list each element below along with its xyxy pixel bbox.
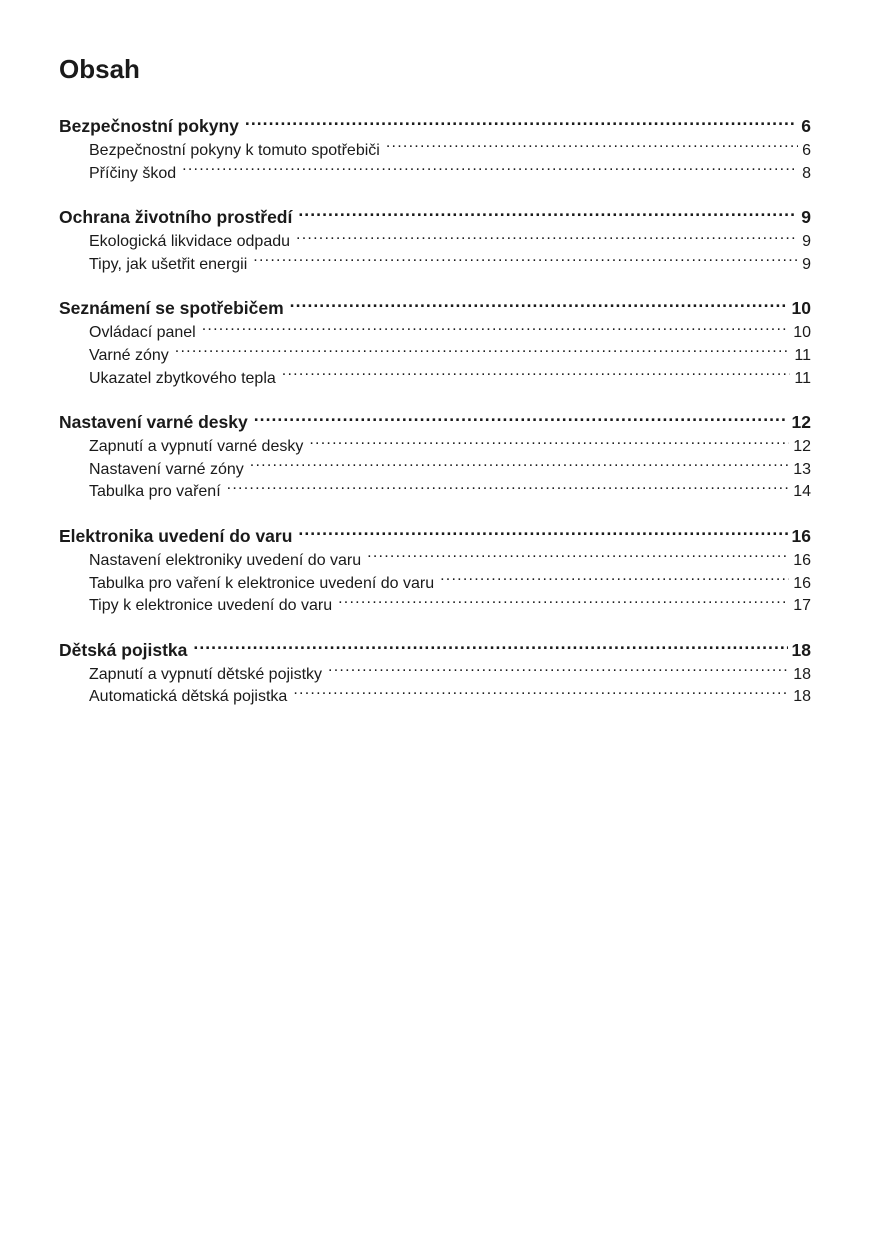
- toc-entry[interactable]: [59, 549, 811, 572]
- toc-entry-page: 17: [793, 597, 811, 615]
- toc-entry[interactable]: [59, 321, 811, 344]
- dot-leader: [440, 572, 789, 588]
- dot-leader: [250, 458, 789, 474]
- toc-heading-label: Seznámení se spotřebičem: [59, 298, 284, 319]
- toc-entry-label: Zapnutí a vypnutí varné desky: [89, 438, 304, 456]
- dot-leader: [193, 638, 787, 656]
- toc-entry[interactable]: [59, 253, 811, 276]
- toc-entry-page: 10: [793, 324, 811, 342]
- toc-entry-page: 8: [802, 164, 811, 182]
- dot-leader: [245, 115, 797, 133]
- toc-section: [59, 638, 811, 708]
- toc-heading-page: 16: [791, 525, 811, 546]
- toc-entry[interactable]: [59, 230, 811, 253]
- toc-entry[interactable]: [59, 344, 811, 367]
- toc-entry[interactable]: [59, 663, 811, 686]
- toc-heading-label: Dětská pojistka: [59, 639, 188, 660]
- toc-heading[interactable]: [59, 524, 811, 549]
- toc-heading-label: Ochrana životního prostředí: [59, 207, 293, 228]
- toc-entry-label: Bezpečnostní pokyny k tomuto spotřebiči: [89, 142, 380, 159]
- toc-entry-page: 11: [794, 369, 811, 387]
- dot-leader: [298, 524, 787, 542]
- toc-entry[interactable]: [59, 594, 811, 617]
- dot-leader: [282, 367, 791, 383]
- toc-entry[interactable]: [59, 162, 811, 185]
- toc-entry-label: Ukazatel zbytkového tepla: [89, 369, 276, 387]
- toc-entry-label: Ekologická likvidace odpadu: [89, 233, 291, 251]
- toc-entry[interactable]: [59, 367, 811, 390]
- toc-entry-page: 9: [802, 255, 811, 273]
- dot-leader: [202, 321, 789, 337]
- dot-leader: [338, 594, 789, 610]
- toc-heading[interactable]: [59, 410, 811, 435]
- toc-heading[interactable]: [59, 205, 811, 230]
- toc-entry-label: Tipy k elektronice uvedení do varu: [89, 597, 333, 615]
- table-of-contents: [59, 114, 811, 729]
- dot-leader: [290, 297, 788, 315]
- toc-heading-page: 10: [791, 298, 811, 319]
- toc-entry-page: 12: [793, 438, 811, 456]
- toc-section: [59, 296, 811, 389]
- toc-entry[interactable]: [59, 685, 811, 708]
- dot-leader: [296, 230, 798, 246]
- dot-leader: [293, 685, 789, 701]
- toc-heading-page: 6: [801, 116, 811, 136]
- toc-entry-label: Zapnutí a vypnutí dětské pojistky: [89, 665, 323, 683]
- dot-leader: [328, 663, 789, 679]
- toc-entry[interactable]: [59, 435, 811, 458]
- toc-entry[interactable]: [59, 480, 811, 503]
- toc-entry-label: Ovládací panel: [89, 324, 196, 342]
- toc-heading-page: 9: [801, 207, 811, 228]
- toc-entry-label: Tabulka pro vaření: [89, 483, 221, 501]
- toc-entry[interactable]: [59, 458, 811, 481]
- toc-heading[interactable]: [59, 638, 811, 663]
- toc-section: [59, 410, 811, 503]
- toc-entry[interactable]: [59, 572, 811, 595]
- toc-entry-page: 18: [793, 665, 811, 683]
- toc-section: [59, 114, 811, 184]
- dot-leader: [227, 480, 790, 496]
- toc-entry-label: Nastavení varné zóny: [89, 460, 244, 478]
- toc-entry-page: 9: [802, 233, 811, 251]
- toc-entry-page: 11: [794, 346, 811, 364]
- toc-section: [59, 524, 811, 617]
- page-title: Obsah: [59, 54, 140, 84]
- toc-entry-label: Automatická dětská pojistka: [89, 688, 288, 706]
- dot-leader: [386, 139, 798, 155]
- toc-heading-page: 18: [791, 639, 811, 660]
- toc-entry-page: 18: [793, 688, 811, 706]
- dot-leader: [175, 344, 791, 360]
- toc-heading-label: Nastavení varné desky: [59, 412, 248, 433]
- toc-entry-page: 14: [793, 483, 811, 501]
- toc-entry-page: 13: [793, 460, 811, 478]
- toc-heading-label: Bezpečnostní pokyny: [59, 116, 239, 136]
- dot-leader: [298, 206, 797, 224]
- toc-entry-page: 6: [802, 142, 811, 159]
- toc-entry[interactable]: [59, 139, 811, 162]
- toc-entry-label: Příčiny škod: [89, 164, 177, 182]
- dot-leader: [309, 435, 789, 451]
- dot-leader: [367, 549, 789, 565]
- toc-section: [59, 205, 811, 275]
- dot-leader: [253, 253, 798, 269]
- toc-entry-page: 16: [793, 551, 811, 569]
- toc-entry-label: Tabulka pro vaření k elektronice uvedení do varu: [89, 574, 435, 592]
- toc-entry-label: Tipy, jak ušetřit energii: [89, 255, 248, 273]
- dot-leader: [182, 162, 798, 178]
- toc-entry-page: 16: [793, 574, 811, 592]
- toc-entry-label: Varné zóny: [89, 346, 169, 364]
- toc-heading-label: Elektronika uvedení do varu: [59, 525, 293, 546]
- dot-leader: [254, 411, 788, 429]
- toc-entry-label: Nastavení elektroniky uvedení do varu: [89, 551, 362, 569]
- toc-heading[interactable]: [59, 296, 811, 321]
- toc-heading[interactable]: [59, 114, 811, 139]
- toc-heading-page: 12: [791, 412, 811, 433]
